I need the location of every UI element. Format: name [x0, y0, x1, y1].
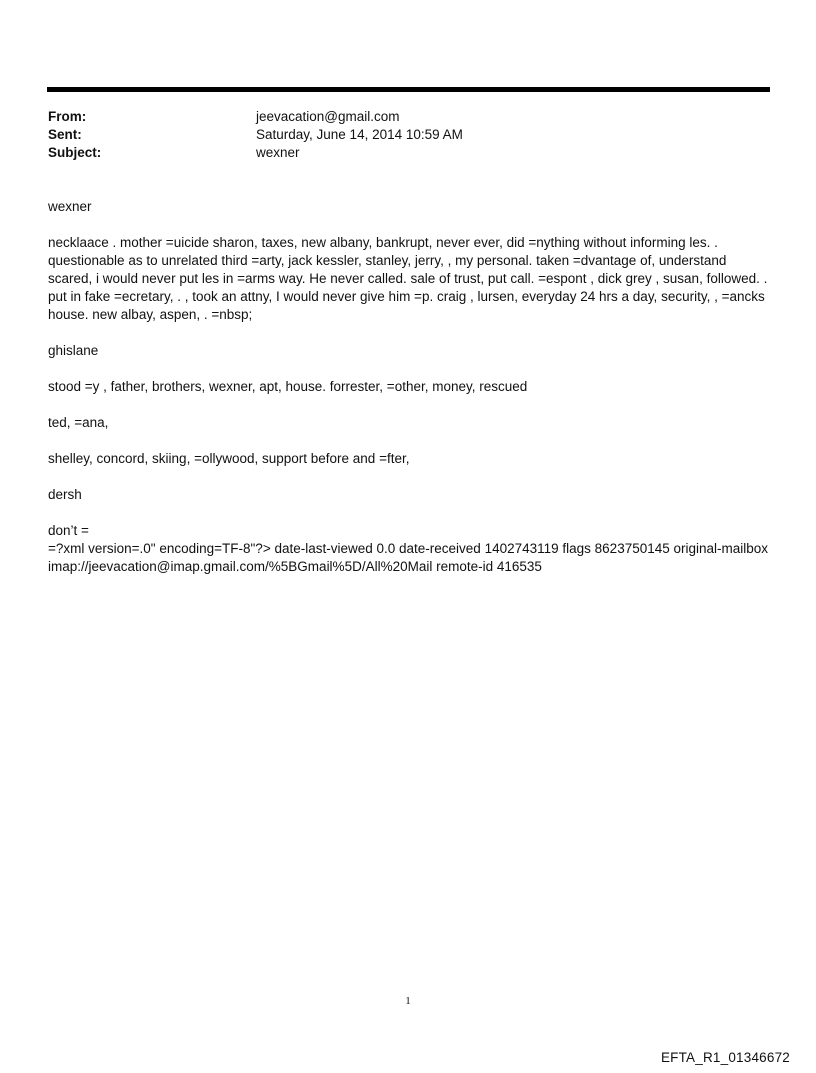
sent-value: Saturday, June 14, 2014 10:59 AM [256, 127, 463, 142]
dont-line: don’t = [48, 523, 89, 538]
from-label: From: [48, 109, 87, 124]
body-paragraph-dersh: dersh [48, 487, 82, 502]
subject-label: Subject: [48, 145, 102, 160]
xml-metadata-line: =?xml version=.0" encoding=TF-8"?> date-last-viewed 0.0 date-received 1402743119 flags 8623750145 original-mailbox imap://jeevacation@imap.gmail.com/%5BGmail%5D/All%20Mail remote-id 416535 [48, 541, 769, 574]
email-header [48, 108, 768, 162]
email-body [48, 198, 772, 594]
body-paragraph-ghislane: ghislane [48, 343, 99, 358]
body-paragraph-ted: ted, =ana, [48, 415, 109, 430]
body-paragraph-shelley: shelley, concord, skiing, =ollywood, support before and =fter, [48, 451, 410, 466]
sent-label: Sent: [48, 127, 82, 142]
body-paragraph-notes: necklaace . mother =uicide sharon, taxes, new albany, bankrupt, never ever, did =nything without informing les. . questionable as to unrelated third =arty, jack kessler, stanley, jerry, , my personal. taken =dvantage of, understand scared, i would never put les in =arms way. He never called. sale of trust, put call. =espont , dick grey , susan, followed. . put in fake =ecretary, . , took an attny, I would never give him =p. craig , lursen, everyday 24 hrs a day, security, , =ancks house. new albay, aspen, . =nbsp; [48, 235, 768, 322]
from-row [48, 108, 768, 126]
body-paragraph-stood: stood =y , father, brothers, wexner, apt, house. forrester, =other, money, rescued [48, 379, 528, 394]
subject-row [48, 144, 768, 162]
sent-row [48, 126, 768, 144]
bates-number: EFTA_R1_01346672 [660, 1050, 790, 1065]
subject-value: wexner [256, 145, 300, 160]
page-number: 1 [405, 995, 411, 1007]
body-paragraph-metadata [48, 522, 772, 576]
header-rule [47, 87, 770, 92]
from-value: jeevacation@gmail.com [256, 109, 400, 124]
body-paragraph-greeting: wexner [48, 199, 92, 214]
